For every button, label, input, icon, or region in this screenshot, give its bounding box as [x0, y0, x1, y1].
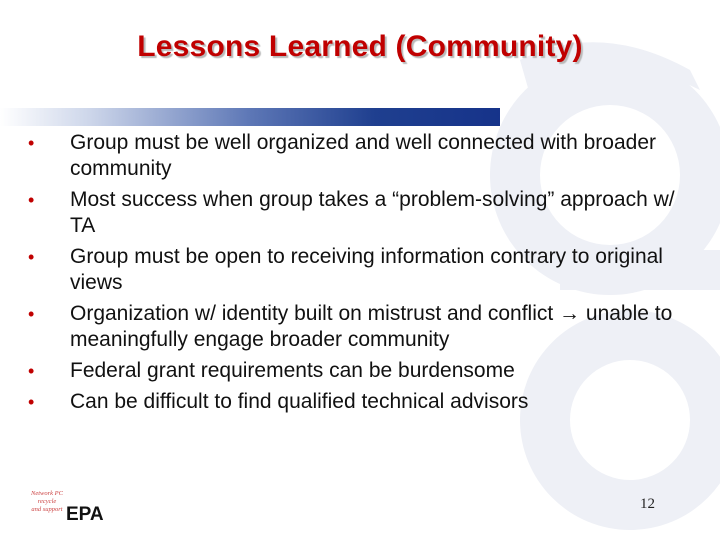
bullet-item: • Group must be well organized and well connected with broader community [28, 130, 688, 182]
bullet-list [28, 130, 688, 420]
bullet-item: • Organization w/ identity built on mistrust and conflict → unable to meaningfully engage broader community [28, 301, 688, 353]
agency-label: EPA [66, 504, 104, 525]
page-number: 12 [640, 496, 655, 512]
logo-line: and support [31, 506, 63, 513]
bullet-item: • Group must be open to receiving information contrary to original views [28, 244, 688, 296]
logo-line: Network PC [31, 490, 63, 497]
slide-title: Lessons Learned (Community) [137, 30, 583, 63]
bullet-item: • Most success when group takes a “problem-solving” approach w/ TA [28, 187, 688, 239]
footer-logo [28, 490, 66, 524]
bullet-item: • Federal grant requirements can be burdensome [28, 358, 688, 384]
logo-line: recycle [37, 498, 57, 505]
title-underline-bar [0, 108, 500, 126]
bullet-item: • Can be difficult to find qualified technical advisors [28, 389, 688, 415]
